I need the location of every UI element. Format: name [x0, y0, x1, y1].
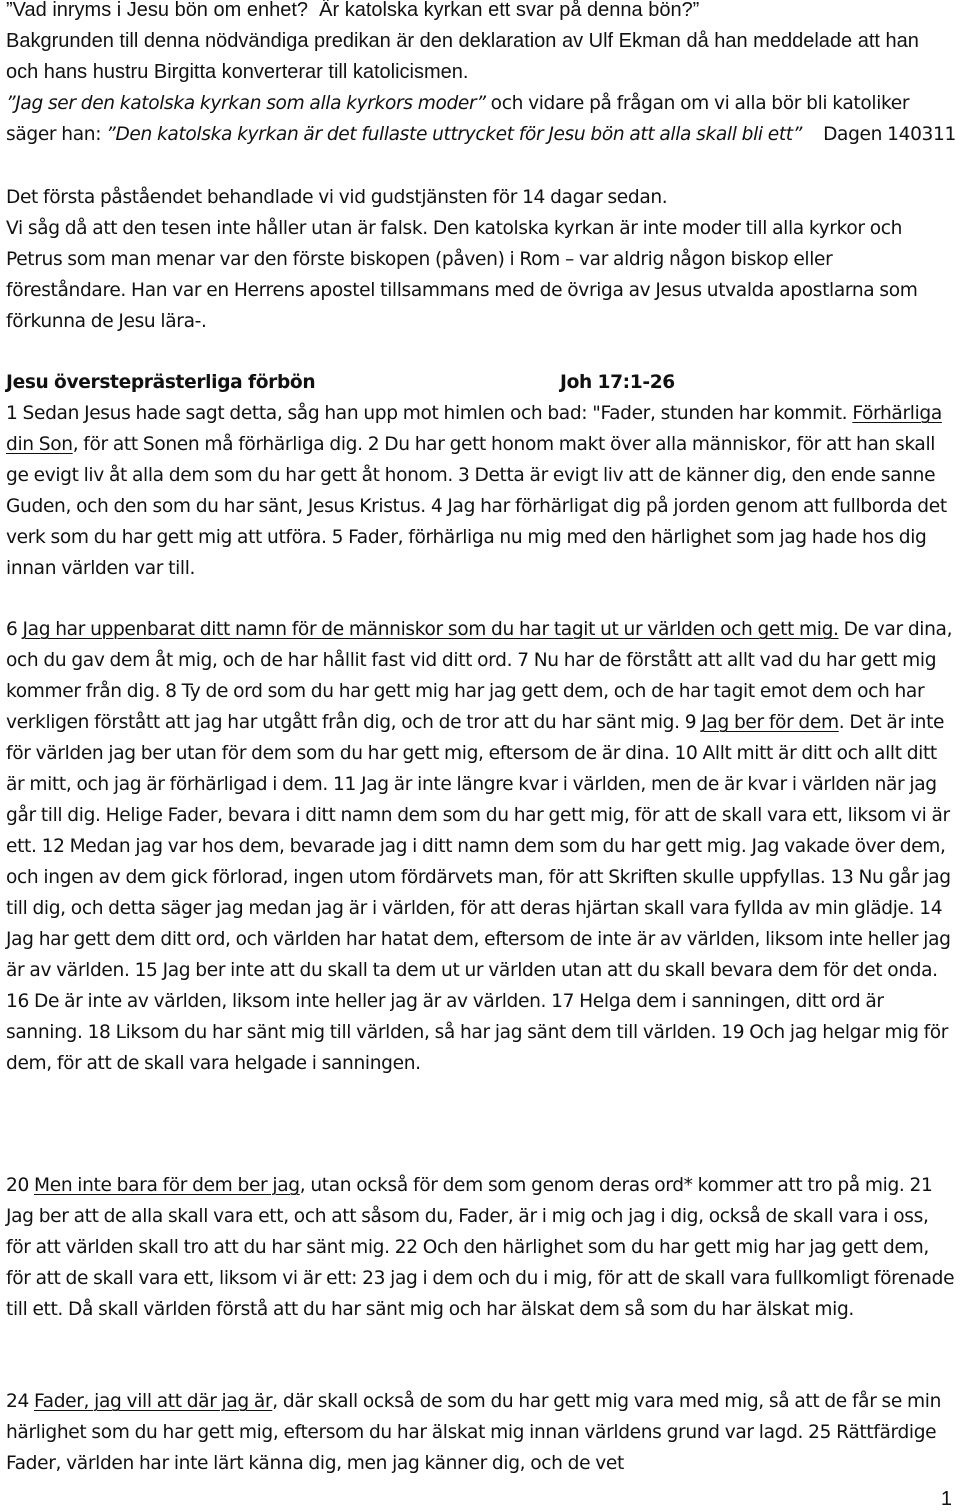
quote-follow-text: och vidare på frågan om vi alla bör bli katoliker säger han: — [6, 93, 910, 145]
verse-text: 1 Sedan Jesus hade sagt detta, såg han upp mot himlen och bad: "Fader, stunden har kommit. — [6, 403, 853, 424]
intro-paragraph — [6, 0, 956, 88]
scripture-reference: Joh 17:1-26 — [560, 372, 675, 393]
underlined-phrase: Men inte bara för dem ber jag — [34, 1175, 300, 1196]
verses-20-23 — [6, 1170, 956, 1325]
verse-text: 6 — [6, 619, 23, 640]
verse-text: , för att Sonen må förhärliga dig. 2 Du har gett honom makt över alla människor, för att han skall ge evigt liv åt alla dem som du har gett åt honom. 3 Detta är evigt liv att de känner dig, den ende sanne Guden, och den som du har sänt, Jesus Kristus. 4 Jag har förhärligat dig på jorden genom att fullborda det verk som du har gett mig att utföra. 5 Fader, förhärliga nu mig med den härlighet som jag hade hos dig innan världen var till. — [6, 434, 947, 579]
verse-text: , där skall också de som du har gett mig vara med mig, så att de får se min härlighet som du har gett mig, eftersom du har älskat mig innan världens grund var lagd. 25 Rättfärdige Fader, världen har inte lärt känna dig, men jag känner dig, och de vet — [6, 1391, 942, 1474]
claim-paragraph — [6, 182, 956, 337]
claim-line-1: Det första påståendet behandlade vi vid gudstjänsten för 14 dagar sedan. — [6, 187, 668, 208]
verse-text: , utan också för dem som genom deras ord* kommer att tro på mig. 21 Jag ber att de alla skall vara ett, och att såsom du, Fader, är i mig och jag i dig, också de skall vara i oss, för att världen skall tro att du har sänt mig. 22 Och den härlighet som du har gett mig har jag gett dem, för att de skall vara ett, liksom vi är ett: 23 jag i dem och du i mig, för att de skall vara fullkomligt förenade till ett. Då skall världen förstå att du har sänt mig och har älskat dem så som du har älskat mig. — [6, 1175, 955, 1320]
quote-paragraph — [6, 88, 956, 150]
verse-text: 20 — [6, 1175, 35, 1196]
verses-24-25 — [6, 1386, 956, 1479]
section-title: Jesu översteprästerliga förbön — [6, 372, 316, 393]
sermon-date: Dagen 140311 — [823, 124, 956, 145]
verse-text: . Det är inte för världen jag ber utan för dem som du har gett mig, eftersom de är dina. 10 Allt mitt är ditt och allt ditt är mitt, och jag är förhärligad i dem. 11 Jag är inte längre kvar i världen, men de är kvar i världen när jag går till dig. Helige Fader, bevara i ditt namn dem som du har gett mig, för att de skall vara ett, liksom vi är ett. 12 Medan jag var hos dem, bevarade jag i ditt namn dem som du har gett mig. Jag vakade över dem, och ingen av dem gick förlorad, ingen utom fördärvets man, för att Skriften skulle uppfyllas. 13 Nu går jag till dig, och detta säger jag medan jag är i världen, för att deras hjärtan skall vara fyllda av min glädje. 14 Jag har gett dem ditt ord, och världen har hatat dem, eftersom de inte är av världen, liksom inte heller jag är av världen. 15 Jag ber inte att du skall ta dem ut ur världen utan att du skall bevara dem för det onda. 16 De är inte av världen, liksom inte heller jag är av världen. 17 Helga dem i sanningen, ditt ord är sanning. 18 Liksom du har sänt mig till världen, så har jag sänt dem till världen. 19 Och jag helgar mig för dem, för att de skall vara helgade i sanningen. — [6, 712, 951, 1074]
intro-question-2: Är katolska kyrkan ett svar på denna bön?” — [319, 0, 700, 21]
verses-6-19 — [6, 614, 956, 1079]
claim-body: Den katolska kyrkan är inte moder till alla kyrkor och Petrus som man menar var den förste biskopen (påven) i Rom – var aldrig någon biskop eller föreståndare. — [6, 218, 903, 301]
claim-line-2: Vi såg då att den tesen inte håller utan är falsk. — [6, 218, 428, 239]
intro-question-1: ”Vad inryms i Jesu bön om enhet? — [6, 0, 309, 21]
verses-1-5 — [6, 398, 956, 584]
underlined-phrase: Fader, jag vill att där jag är — [34, 1391, 273, 1412]
underlined-phrase: Jag ber för dem — [701, 712, 839, 733]
section-heading — [6, 367, 956, 398]
intro-background: Bakgrunden till denna nödvändiga predikan är den deklaration av Ulf Ekman då han meddelade att han och hans hustru Birgitta konverterar till katolicismen. — [6, 30, 919, 83]
underlined-phrase: Jag har uppenbarat ditt namn för de människor som du har tagit ut ur världen och gett mig. — [22, 619, 839, 640]
verse-text: De var dina, och du gav dem åt mig, och de har hållit fast vid ditt ord. 7 Nu har de förstått att allt vad du har gett mig kommer från dig. 8 Ty de ord som du har gett mig har jag gett dem, och de har tagit emot dem och har verkligen förstått att jag har utgått från dig, och de tror att du har sänt mig. 9 — [6, 619, 953, 733]
verse-text: 24 — [6, 1391, 35, 1412]
quote-mother-church: ”Jag ser den katolska kyrkan som alla kyrkors moder” — [6, 93, 486, 114]
quote-fullest-expression: ”Den katolska kyrkan är det fullaste uttrycket för Jesu bön att alla skall bli ett” — [106, 124, 803, 145]
page-number: 1 — [940, 1488, 952, 1510]
underlined-phrase: Förhärliga din Son — [6, 403, 942, 455]
claim-end: Han var en Herrens apostel tillsammans med de övriga av Jesus utvalda apostlarna som förkunna de Jesu lära-. — [6, 280, 918, 332]
